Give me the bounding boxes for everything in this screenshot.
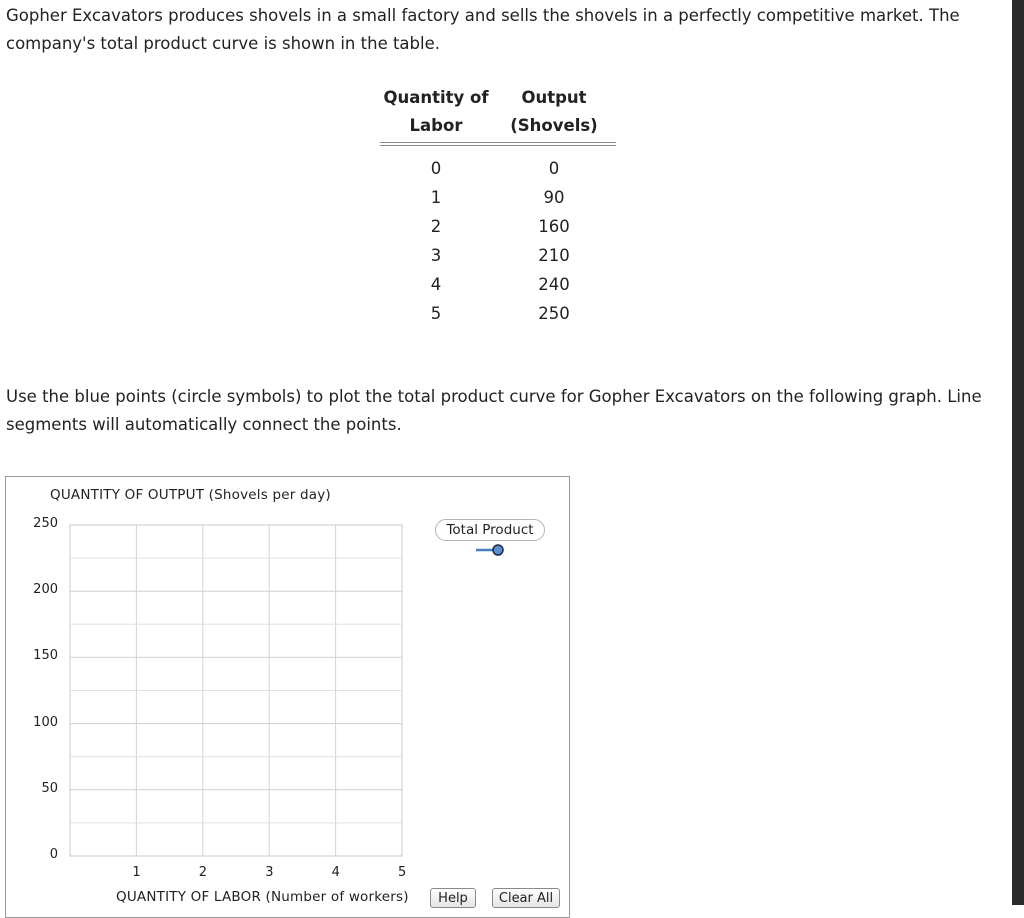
table-row [380,154,616,183]
help-button[interactable]: Help [430,888,476,908]
clear-all-button[interactable]: Clear All [492,888,560,908]
labor-cell: 1 [430,188,442,207]
labor-cell: 0 [430,159,442,178]
y-tick-label: 200 [33,582,58,598]
output-cell: 90 [543,188,565,207]
table-header-rule-2 [380,145,616,146]
total-product-table [380,84,616,328]
table-header-rule [380,142,616,143]
header-labor-line2: Labor [409,116,463,135]
output-cell: 250 [538,304,570,323]
output-cell: 240 [538,275,570,294]
header-output-line1: Output [521,88,587,107]
header-labor-line1: Quantity of [383,88,489,107]
intro-text: Gopher Excavators produces shovels in a small factory and sells the shovels in a perfectly competitive market. The company's total product curve is shown in the table. [6,6,960,53]
legend-total-product-label: Total Product [435,519,545,541]
graph-panel[interactable] [5,476,570,918]
x-tick-label: 5 [398,865,407,880]
x-axis-title: QUANTITY OF LABOR (Number of workers) [116,889,409,905]
x-tick-label: 4 [331,865,340,880]
output-cell: 160 [538,217,570,236]
labor-cell: 5 [430,304,442,323]
total-product-point-tool-icon[interactable] [474,543,506,557]
y-tick-label: 50 [41,780,58,796]
table-row [380,270,616,299]
table-row [380,241,616,270]
table-row [380,183,616,212]
table-row [380,212,616,241]
scrollbar-track[interactable] [1012,0,1024,905]
output-cell: 0 [548,159,560,178]
y-tick-label: 150 [33,648,58,664]
instructions-text: Use the blue points (circle symbols) to plot the total product curve for Gopher Excavators on the following graph. Line segments will automatically connect the points. [6,387,982,434]
y-tick-label: 100 [33,714,58,730]
y-axis-title: QUANTITY OF OUTPUT (Shovels per day) [50,487,331,503]
table-row [380,299,616,328]
output-cell: 210 [538,246,570,265]
labor-cell: 2 [430,217,442,236]
y-tick-label: 250 [33,516,58,531]
header-output-line2: (Shovels) [510,116,598,135]
x-tick-label: 3 [265,865,274,880]
y-tick-label: 0 [49,847,58,862]
labor-cell: 4 [430,275,442,294]
labor-cell: 3 [430,246,442,265]
x-tick-label: 1 [132,865,141,880]
x-tick-label: 2 [198,865,208,880]
